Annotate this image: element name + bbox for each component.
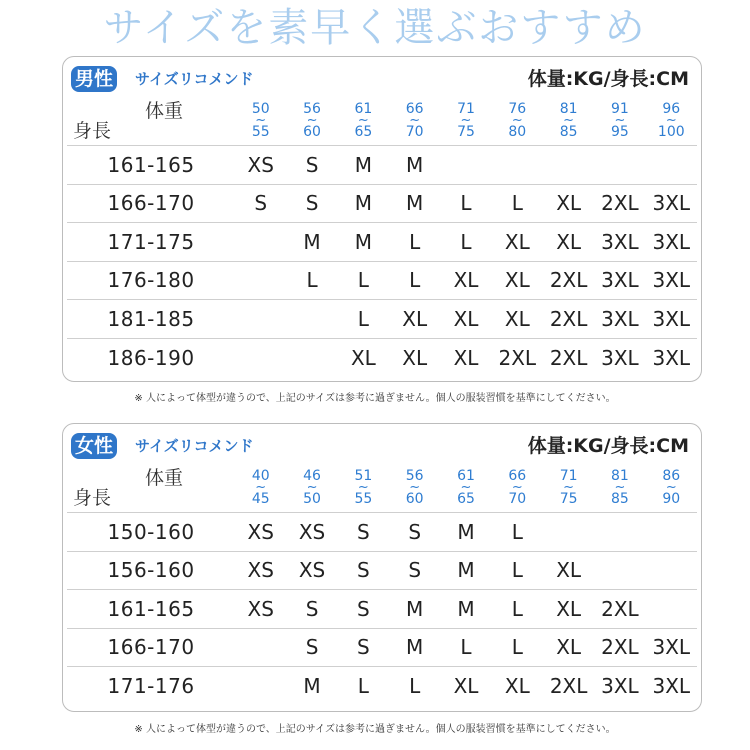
size-cell: 3XL xyxy=(646,338,697,377)
size-cell: M xyxy=(338,223,389,262)
weight-range-bottom: 60 xyxy=(303,124,321,140)
size-cell: M xyxy=(338,146,389,185)
size-cell: M xyxy=(440,513,491,552)
weight-range-top: 71 xyxy=(457,101,475,117)
table-row xyxy=(67,300,697,339)
men-panel-name: サイズリコメンド xyxy=(135,70,254,88)
weight-range-tilde: ~ xyxy=(409,113,421,128)
size-cell: 3XL xyxy=(594,338,645,377)
table-row xyxy=(67,667,697,706)
weight-range-bottom: 75 xyxy=(457,124,475,140)
weight-range-top: 51 xyxy=(354,468,373,484)
size-cell: XL xyxy=(492,300,543,339)
size-cell xyxy=(594,146,645,185)
size-cell: L xyxy=(492,513,543,552)
weight-axis-label: 体重 xyxy=(145,467,184,489)
size-cell: 3XL xyxy=(646,184,697,223)
weight-range-tilde: ~ xyxy=(306,113,318,128)
size-cell: 3XL xyxy=(646,667,697,706)
height-range-cell: 171-176 xyxy=(67,667,235,706)
size-cell: XL xyxy=(543,184,594,223)
weight-range-tilde: ~ xyxy=(409,480,421,495)
size-cell: XL xyxy=(543,628,594,667)
weight-range-bottom: 100 xyxy=(657,124,685,140)
height-range-cell: 181-185 xyxy=(67,300,235,339)
height-range-cell: 176-180 xyxy=(67,261,235,300)
size-cell: S xyxy=(338,513,389,552)
size-cell: XL xyxy=(543,590,594,629)
size-cell: L xyxy=(492,590,543,629)
size-cell: M xyxy=(389,184,440,223)
weight-range-header xyxy=(389,97,440,146)
weight-range-tilde: ~ xyxy=(511,480,523,495)
weight-range-bottom: 65 xyxy=(457,491,475,507)
weight-range-top: 91 xyxy=(611,101,629,117)
weight-range-tilde: ~ xyxy=(357,113,369,128)
women-unit-label: 体量:KG/身長:CM xyxy=(527,435,689,457)
size-cell: L xyxy=(389,667,440,706)
women-panel-header xyxy=(63,424,701,464)
size-cell xyxy=(646,590,697,629)
women-size-table xyxy=(67,464,697,705)
weight-range-bottom: 90 xyxy=(662,491,681,507)
table-row xyxy=(67,261,697,300)
size-cell: XS xyxy=(235,146,286,185)
size-cell: 3XL xyxy=(594,300,645,339)
weight-range-top: 76 xyxy=(508,101,527,117)
size-cell: S xyxy=(286,590,337,629)
weight-range-bottom: 75 xyxy=(559,491,578,507)
weight-range-bottom: 50 xyxy=(303,491,321,507)
weight-range-tilde: ~ xyxy=(460,113,472,128)
size-cell xyxy=(543,146,594,185)
weight-range-bottom: 80 xyxy=(508,124,527,140)
weight-range-bottom: 45 xyxy=(251,491,270,507)
size-cell: XL xyxy=(492,667,543,706)
height-range-cell: 150-160 xyxy=(67,513,235,552)
size-cell: S xyxy=(235,184,286,223)
weight-range-header xyxy=(338,464,389,513)
height-axis-label: 身長 xyxy=(73,120,112,142)
table-row xyxy=(67,513,697,552)
weight-range-top: 86 xyxy=(662,468,681,484)
table-row xyxy=(67,184,697,223)
weight-range-bottom: 85 xyxy=(559,124,578,140)
size-cell: S xyxy=(338,628,389,667)
weight-range-top: 66 xyxy=(508,468,527,484)
weight-range-top: 71 xyxy=(559,468,578,484)
size-cell: L xyxy=(338,261,389,300)
size-cell: M xyxy=(389,590,440,629)
table-row xyxy=(67,590,697,629)
size-cell: L xyxy=(492,551,543,590)
men-unit-label: 体量:KG/身長:CM xyxy=(527,68,689,90)
weight-range-header xyxy=(440,97,491,146)
size-cell: M xyxy=(440,590,491,629)
size-cell: XL xyxy=(492,261,543,300)
weight-range-header xyxy=(389,464,440,513)
size-cell: L xyxy=(338,300,389,339)
weight-range-tilde: ~ xyxy=(255,113,267,128)
size-cell: XL xyxy=(389,300,440,339)
weight-range-tilde: ~ xyxy=(563,480,575,495)
weight-range-bottom: 55 xyxy=(354,491,373,507)
corner-cell xyxy=(67,464,235,513)
size-cell: L xyxy=(286,261,337,300)
size-cell xyxy=(646,513,697,552)
size-cell xyxy=(646,551,697,590)
height-range-cell: 186-190 xyxy=(67,338,235,377)
size-cell: M xyxy=(286,223,337,262)
weight-range-header xyxy=(543,97,594,146)
size-cell xyxy=(235,300,286,339)
size-cell: S xyxy=(286,628,337,667)
weight-range-bottom: 70 xyxy=(405,124,424,140)
corner-cell xyxy=(67,97,235,146)
size-cell: S xyxy=(389,551,440,590)
weight-range-tilde: ~ xyxy=(460,480,472,495)
size-cell: XS xyxy=(235,513,286,552)
size-cell xyxy=(286,338,337,377)
size-cell: 2XL xyxy=(594,628,645,667)
weight-range-header xyxy=(594,464,645,513)
weight-header-row xyxy=(67,464,697,513)
size-cell: 3XL xyxy=(646,628,697,667)
weight-range-top: 61 xyxy=(354,101,373,117)
weight-range-header xyxy=(235,464,286,513)
size-cell xyxy=(235,338,286,377)
height-axis-label: 身長 xyxy=(73,487,112,509)
weight-range-bottom: 60 xyxy=(405,491,424,507)
weight-range-bottom: 70 xyxy=(508,491,527,507)
size-cell: L xyxy=(492,628,543,667)
men-panel-header xyxy=(63,57,701,97)
weight-range-tilde: ~ xyxy=(306,480,318,495)
size-cell: 2XL xyxy=(594,590,645,629)
height-range-cell: 166-170 xyxy=(67,184,235,223)
weight-range-header xyxy=(594,97,645,146)
weight-range-tilde: ~ xyxy=(665,113,677,128)
size-cell: 2XL xyxy=(543,261,594,300)
weight-range-header xyxy=(235,97,286,146)
weight-range-bottom: 85 xyxy=(611,491,629,507)
size-cell: 3XL xyxy=(646,261,697,300)
weight-range-top: 81 xyxy=(559,101,578,117)
size-cell xyxy=(594,513,645,552)
size-cell: M xyxy=(286,667,337,706)
weight-range-tilde: ~ xyxy=(255,480,267,495)
size-cell: XL xyxy=(440,338,491,377)
size-cell xyxy=(235,628,286,667)
size-cell: XS xyxy=(286,551,337,590)
table-row xyxy=(67,551,697,590)
size-cell: 2XL xyxy=(543,667,594,706)
size-cell: XL xyxy=(389,338,440,377)
size-cell: 3XL xyxy=(646,223,697,262)
size-cell: 3XL xyxy=(646,300,697,339)
size-cell xyxy=(440,146,491,185)
weight-range-top: 40 xyxy=(251,468,270,484)
men-size-table xyxy=(67,97,697,377)
weight-axis-label: 体重 xyxy=(145,100,184,122)
size-cell: 2XL xyxy=(543,300,594,339)
size-cell: 3XL xyxy=(594,261,645,300)
weight-range-header xyxy=(338,97,389,146)
weight-range-top: 61 xyxy=(457,468,475,484)
size-cell: L xyxy=(389,261,440,300)
size-cell: 3XL xyxy=(594,223,645,262)
weight-range-tilde: ~ xyxy=(614,480,626,495)
size-cell: M xyxy=(440,551,491,590)
size-cell: L xyxy=(440,223,491,262)
size-cell xyxy=(646,146,697,185)
women-badge: 女性 xyxy=(71,433,117,459)
size-cell: M xyxy=(389,146,440,185)
weight-range-top: 56 xyxy=(405,468,424,484)
height-range-cell: 161-165 xyxy=(67,146,235,185)
size-cell: XS xyxy=(235,590,286,629)
height-range-cell: 161-165 xyxy=(67,590,235,629)
weight-range-header xyxy=(543,464,594,513)
size-cell: 2XL xyxy=(543,338,594,377)
weight-range-header xyxy=(286,97,337,146)
weight-range-tilde: ~ xyxy=(357,480,369,495)
men-size-chart xyxy=(62,56,702,382)
weight-range-header xyxy=(440,464,491,513)
weight-range-bottom: 55 xyxy=(251,124,270,140)
weight-range-header xyxy=(646,97,697,146)
size-cell: S xyxy=(338,590,389,629)
women-note: ※ 人によって体型が違うので、上記のサイズは参考に過ぎません。個人の服装習慣を基準にしてください。 xyxy=(134,724,616,735)
size-cell: XS xyxy=(235,551,286,590)
weight-range-tilde: ~ xyxy=(665,480,677,495)
size-cell xyxy=(235,261,286,300)
weight-range-top: 56 xyxy=(303,101,321,117)
table-row xyxy=(67,628,697,667)
weight-range-top: 81 xyxy=(611,468,629,484)
size-cell: XL xyxy=(492,223,543,262)
size-cell: S xyxy=(338,551,389,590)
size-cell: 2XL xyxy=(492,338,543,377)
size-cell: L xyxy=(389,223,440,262)
weight-range-tilde: ~ xyxy=(511,113,523,128)
weight-range-header xyxy=(286,464,337,513)
size-cell: M xyxy=(338,184,389,223)
women-size-chart xyxy=(62,423,702,712)
size-cell xyxy=(235,667,286,706)
size-cell: L xyxy=(338,667,389,706)
size-cell: L xyxy=(440,628,491,667)
size-cell xyxy=(492,146,543,185)
women-panel-name: サイズリコメンド xyxy=(135,437,254,455)
weight-range-header xyxy=(492,97,543,146)
height-range-cell: 171-175 xyxy=(67,223,235,262)
size-cell: XS xyxy=(286,513,337,552)
weight-range-tilde: ~ xyxy=(614,113,626,128)
size-cell: XL xyxy=(440,300,491,339)
size-cell: S xyxy=(389,513,440,552)
height-range-cell: 156-160 xyxy=(67,551,235,590)
table-row xyxy=(67,146,697,185)
size-cell: M xyxy=(389,628,440,667)
height-range-cell: 166-170 xyxy=(67,628,235,667)
size-cell: S xyxy=(286,146,337,185)
weight-header-row xyxy=(67,97,697,146)
men-badge: 男性 xyxy=(71,66,117,92)
size-cell: XL xyxy=(543,551,594,590)
weight-range-top: 50 xyxy=(251,101,270,117)
size-cell: L xyxy=(492,184,543,223)
size-cell: S xyxy=(286,184,337,223)
men-note: ※ 人によって体型が違うので、上記のサイズは参考に過ぎません。個人の服装習慣を基準にしてください。 xyxy=(134,393,616,404)
weight-range-bottom: 65 xyxy=(354,124,373,140)
size-cell: XL xyxy=(440,261,491,300)
size-cell xyxy=(594,551,645,590)
size-cell xyxy=(235,223,286,262)
size-cell: 2XL xyxy=(594,184,645,223)
weight-range-header xyxy=(646,464,697,513)
weight-range-tilde: ~ xyxy=(563,113,575,128)
size-cell: L xyxy=(440,184,491,223)
table-row xyxy=(67,223,697,262)
size-cell: XL xyxy=(338,338,389,377)
weight-range-bottom: 95 xyxy=(611,124,629,140)
page-title: サイズを素早く選ぶおすすめ xyxy=(103,5,647,51)
size-cell xyxy=(286,300,337,339)
weight-range-top: 66 xyxy=(405,101,424,117)
size-cell: 3XL xyxy=(594,667,645,706)
weight-range-top: 46 xyxy=(303,468,321,484)
weight-range-header xyxy=(492,464,543,513)
size-cell: XL xyxy=(440,667,491,706)
weight-range-top: 96 xyxy=(662,101,681,117)
size-cell xyxy=(543,513,594,552)
table-row xyxy=(67,338,697,377)
size-cell: XL xyxy=(543,223,594,262)
